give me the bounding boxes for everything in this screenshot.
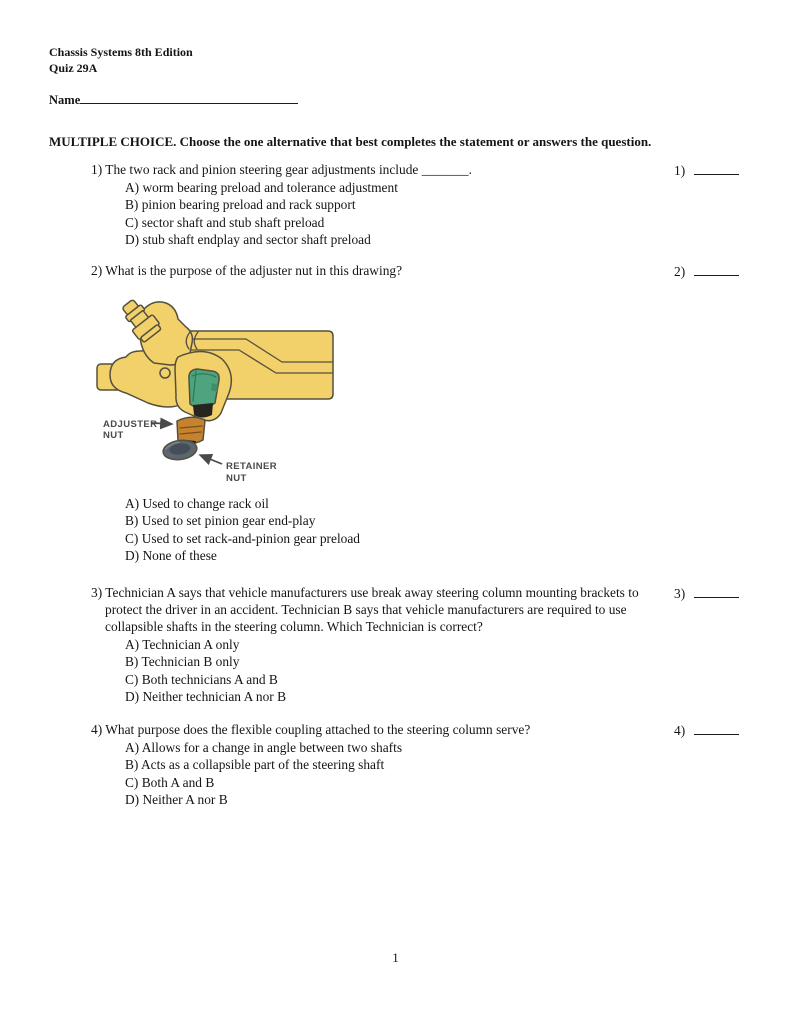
answer-2-blank-line[interactable]	[694, 262, 739, 276]
question-4-text: What purpose does the flexible coupling attached to the steering column serve?	[105, 722, 531, 737]
question-2-text: What is the purpose of the adjuster nut in this drawing?	[105, 263, 403, 278]
answer-slot-1	[674, 161, 739, 179]
option-line: D) Neither A nor B	[125, 791, 228, 807]
answer-3-number: 3)	[674, 586, 686, 601]
document-header	[49, 44, 193, 76]
adjuster-label: ADJUSTER	[103, 419, 158, 430]
option-line: B) pinion bearing preload and rack support	[125, 197, 356, 213]
question-1-line	[91, 161, 472, 178]
option-line: D) stub shaft endplay and sector shaft preload	[125, 231, 371, 247]
question-2-line	[91, 262, 402, 279]
steering-gear-drawing	[96, 291, 346, 491]
option-line: C) Both A and B	[125, 774, 215, 790]
instructions-text: MULTIPLE CHOICE. Choose the one alternative that best completes the statement or answers the question.	[49, 134, 652, 149]
question-4	[91, 721, 530, 808]
option-line: B) Acts as a collapsible part of the steering shaft	[125, 757, 385, 773]
answer-2-number: 2)	[674, 264, 686, 279]
answer-4-number: 4)	[674, 723, 686, 738]
question-3-number: 3)	[91, 585, 103, 600]
answer-slot-2	[674, 262, 739, 280]
answer-slot-3	[674, 584, 739, 602]
option-line: A) worm bearing preload and tolerance adjustment	[125, 180, 398, 195]
answer-1-blank-line[interactable]	[694, 161, 739, 175]
option-line: D) Neither technician A nor B	[125, 688, 287, 704]
pinion-cover	[189, 369, 219, 408]
header-subtitle: Quiz 29A	[49, 61, 98, 75]
retainer-arrow	[200, 455, 222, 464]
option-line: A) Allows for a change in angle between two shafts	[125, 740, 403, 755]
answer-4-blank-line[interactable]	[694, 721, 739, 735]
option-line: A) Used to change rack oil	[125, 496, 269, 511]
retainer-label-line2: NUT	[226, 473, 247, 484]
question-3-line	[91, 584, 661, 635]
question-3	[91, 584, 661, 705]
option-line: B) Technician B only	[125, 654, 240, 670]
steering-gear-figure	[96, 291, 346, 491]
question-2-options	[125, 495, 360, 564]
question-1	[91, 161, 472, 248]
option-line: D) None of these	[125, 547, 217, 563]
option-line: C) sector shaft and stub shaft preload	[125, 214, 325, 230]
name-label: Name	[49, 93, 81, 107]
question-4-line	[91, 721, 530, 738]
question-1-text: The two rack and pinion steering gear adjustments include _______.	[105, 162, 472, 177]
option-line: C) Both technicians A and B	[125, 671, 278, 687]
retainer-label: RETAINER	[226, 461, 278, 472]
name-line	[49, 90, 298, 108]
question-3-text: Technician A says that vehicle manufacturers use break away steering column mounting brackets to protect the driver in an accident. Technician B says that vehicle manufacturers are required to use collapsible shafts in the steering column. Which Technician is correct?	[105, 585, 639, 634]
housing-boss-detail	[160, 368, 170, 378]
header-title: Chassis Systems 8th Edition	[49, 45, 193, 59]
question-2-number: 2)	[91, 263, 103, 278]
option-line: C) Used to set rack-and-pinion gear preload	[125, 530, 360, 546]
question-4-number: 4)	[91, 722, 103, 737]
retainer-nut	[162, 438, 198, 462]
question-1-number: 1)	[91, 162, 103, 177]
answer-3-blank-line[interactable]	[694, 584, 739, 598]
question-3-options	[125, 636, 661, 705]
question-2	[91, 262, 402, 279]
question-1-options	[125, 179, 472, 248]
option-line: A) Technician A only	[125, 637, 240, 652]
name-blank-line[interactable]	[80, 90, 298, 104]
adjuster-label-line2: NUT	[103, 430, 124, 441]
page-number: 1	[392, 950, 399, 965]
answer-1-number: 1)	[674, 163, 686, 178]
collar	[193, 403, 213, 418]
option-line: B) Used to set pinion gear end-play	[125, 513, 316, 529]
question-4-options	[125, 739, 530, 808]
answer-slot-4	[674, 721, 739, 739]
